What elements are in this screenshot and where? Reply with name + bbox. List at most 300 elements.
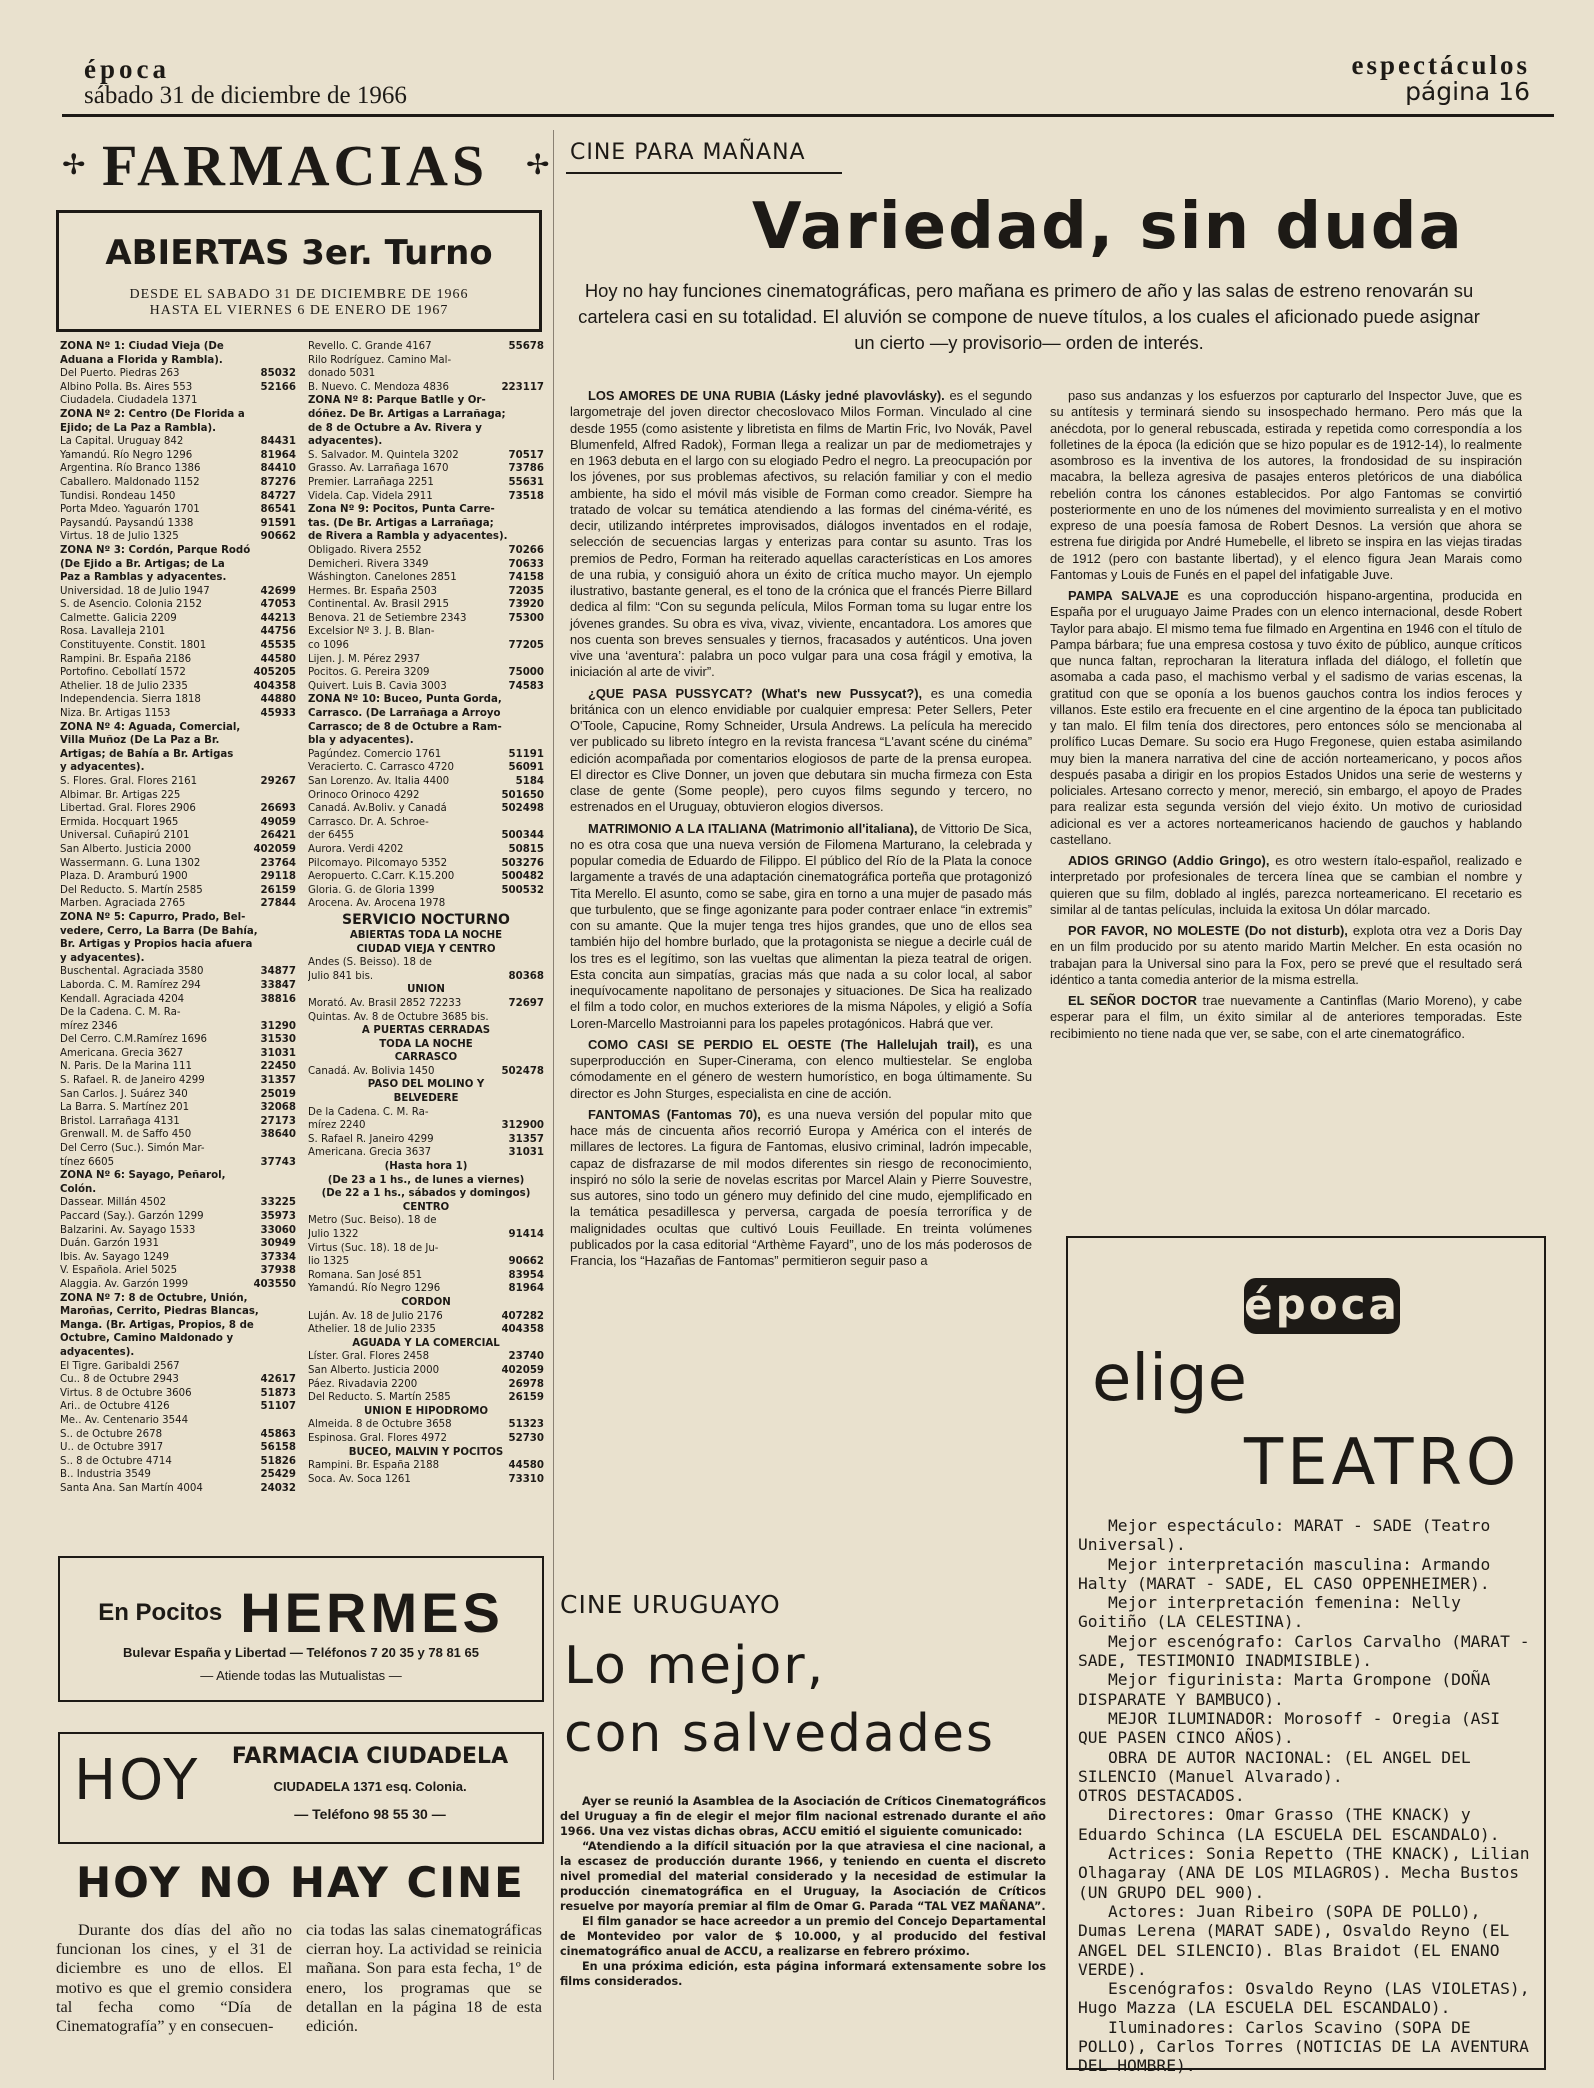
pharmacy-entry — [60, 1455, 296, 1469]
pharmacy-phone: 49059 — [260, 816, 296, 828]
pharmacy-name: Plaza. D. Aramburú 1900 — [60, 871, 188, 883]
pharmacy-entry — [308, 970, 544, 984]
zone-heading: Octubre, Camino Maldonado y — [60, 1333, 234, 1345]
pharmacy-phone: 38640 — [260, 1129, 296, 1141]
pharmacy-name: Tundisi. Rondeau 1450 — [60, 490, 176, 502]
pharmacy-entry — [60, 598, 296, 612]
pharmacy-name: V. Española. Ariel 5025 — [60, 1265, 178, 1277]
pharmacy-entry — [60, 1278, 296, 1292]
pharmacy-entry — [308, 449, 544, 463]
pharmacy-entry — [60, 1006, 296, 1020]
pharmacy-name: Pocitos. G. Pereira 3209 — [308, 667, 430, 679]
pharmacy-phone: 26978 — [508, 1378, 544, 1390]
award-entry: Mejor escenógrafo: Carlos Carvalho (MARAT - SADE, TESTIMONIO INADMISIBLE). — [1078, 1631, 1530, 1671]
pharmacy-entry — [60, 816, 296, 830]
pharmacy-phone: 31357 — [508, 1133, 544, 1145]
otros-entry: Iluminadores: Carlos Scavino (SOPA DE POLLO), Carlos Torres (NOTICIAS DE LA AVENTURA DEL HOMBRE). — [1078, 2017, 1529, 2076]
award-entry: Mejor interpretación femenina: Nelly Goitiño (LA CELESTINA). — [1078, 1593, 1461, 1632]
pharmacy-entry — [60, 1482, 296, 1496]
teatro-heading: TEATRO — [1244, 1426, 1521, 1500]
pharmacy-entry — [308, 761, 544, 775]
pharmacy-entry — [308, 653, 544, 667]
pharmacy-entry — [308, 775, 544, 789]
film-review: explota otra vez a Doris Day en un film producido por su atento marido Martin Melcher. En esta ocasión no trabajan para la Universal sino para la Fox, pero se prevé que el resultado será idéntico a tanta comedia anterior de la misma estrella. — [1050, 923, 1522, 987]
pharmacy-name: Espinosa. Gral. Flores 4972 — [308, 1432, 448, 1444]
pharmacy-name: Canadá. Av. Bolivia 1450 — [308, 1065, 435, 1077]
pharmacy-entry — [308, 997, 544, 1011]
pharmacy-phone: 402059 — [253, 843, 296, 855]
pharmacy-entry — [60, 680, 296, 694]
pharmacy-name: B.. Industria 3549 — [60, 1469, 151, 1481]
pharmacy-entry — [308, 476, 544, 490]
pharmacy-phone: 91414 — [508, 1229, 544, 1240]
pharmacy-phone: 500344 — [501, 830, 544, 842]
pharmacy-name: S. Rafael. R. de Janeiro 4299 — [60, 1075, 205, 1087]
pharmacy-name: Morató. Av. Brasil 2852 72233 — [308, 997, 462, 1009]
pharmacy-name: Aeropuerto. C.Carr. K.15.200 — [308, 871, 455, 883]
pharmacy-phone: 70266 — [508, 544, 544, 556]
pharmacy-phone: 502478 — [501, 1065, 544, 1077]
article-paragraph — [1050, 853, 1522, 918]
pharmacy-phone: 45933 — [260, 708, 296, 720]
film-review: es una comedia británica con un elenco envidiable por cualquier empresa: Peter Sellers, Peter O'Toole, Capucine, Romy Schneider, Ursula Andrews. La película ha merecido ver publicado su libreto íntegro en la revista francesa “L'avant scéne du cinéma” edición acompañada por comentarios elogiosos de parte de la prensa europea. El director es Clive Donner, un joven que debutara sin mucha firmeza con Esta clase de gente (Some people), pero cuyos films segundo y tercero, no estrenados en el Uruguay, obtuvieron elogios diversos. — [570, 685, 1032, 815]
pharmacy-phone: 75000 — [508, 667, 544, 679]
zone-heading: ZONA Nº 5: Capurro, Prado, Bel- — [60, 911, 246, 923]
pharmacy-name: Excelsior Nº 3. J. B. Blan- — [308, 626, 435, 638]
pharmacy-phone: 72035 — [508, 585, 544, 597]
pharmacy-entry — [60, 1237, 296, 1251]
star-left: ✢ — [62, 148, 86, 181]
masthead-rule — [62, 114, 1554, 117]
pharmacy-phone: 70633 — [508, 558, 544, 570]
pharmacy-name: Rosa. Lavalleja 2101 — [60, 626, 166, 638]
pharmacy-entry — [308, 816, 544, 830]
masthead-left — [84, 56, 504, 110]
hoy-no-hay-cine-col1: Durante dos días del año no funcionan los cines, y el 31 de diciembre es uno de ellos. El motivo es que el gremio considera tal fecha como “Día de Cinematografía” y en consecuen- — [56, 1920, 292, 2036]
zone-heading: ZONA Nº 1: Ciudad Vieja (De — [60, 341, 224, 352]
pharmacy-entry — [308, 1418, 544, 1432]
pharmacy-phone: 47053 — [260, 599, 296, 611]
zone-heading: de 8 de Octubre a Av. Rivera y — [308, 422, 482, 434]
pharmacy-name: Videla. Cap. Videla 2911 — [308, 490, 433, 502]
pharmacy-phone: 73518 — [508, 490, 544, 502]
pharmacy-phone: 407282 — [501, 1310, 544, 1322]
lo-mejor-paragraph: Ayer se reunió la Asamblea de la Asociación de Críticos Cinematográficos del Uruguay a fin de elegir el mejor film nacional estrenado durante el año 1966. Una vez vistas dichas obras, ACCU emitió el siguiente comunicado: — [560, 1795, 1046, 1838]
pharmacy-name: Wassermann. G. Luna 1302 — [60, 857, 201, 869]
pharmacy-entry — [60, 1033, 296, 1047]
film-review: es una nueva versión del popular mito que hace más de cincuenta años recorrió Europa y América con el interés de millares de lectores. La figura de Fantomas, elusivo criminal, ladrón impecable, capaz de disfrazarse de mil modos diferentes sin riesgo de reconocimiento, inspiró no sólo la serie de novelas escritas por Marcel Alain y Pierre Souvestre, sus autores, sino todo un género muy definido del cine mudo, ejemplificado en la temática pesadillesca y perversa, cargada de poesía terrorífica y de malignidades ocultas que cultivó Louis Feuillade. En treinta volúmenes publicados por la casa editorial “Arthème Fayard”, uno de los más poderosos de Francia, los “Hazañas de Fantomas” permitieron seguir paso a — [570, 1106, 1032, 1268]
lo-mejor-paragraph: El film ganador se hace acreedor a un premio del Concejo Departamental de Montevideo por valor de $ 10.000, y al producido del festival cinematográfico anual de ACCU, a realizarse en febrero próximo. — [560, 1915, 1046, 1958]
pharmacy-phone: 45535 — [260, 640, 296, 652]
pharmacy-name: S. de Asencio. Colonia 2152 — [60, 599, 202, 611]
pharmacy-name: donado 5031 — [308, 368, 376, 380]
pharmacy-name: Alaggia. Av. Garzón 1999 — [60, 1278, 189, 1290]
pharmacy-name: Luján. Av. 18 de Julio 2176 — [308, 1310, 443, 1322]
film-title: ¿QUE PASA PUSSYCAT? (What's new Pussycat?), — [588, 685, 923, 701]
pharmacy-entry — [308, 381, 544, 395]
pharmacy-phone: 73310 — [508, 1473, 544, 1485]
pharmacy-phone: 84410 — [260, 463, 296, 475]
pharmacy-entry — [308, 1214, 544, 1228]
film-review: es otro western ítalo-español, realizado e interpretado por profesionales de tercera línea que se cambian el nombre y quieren que su film, doblado al inglés, parezca norteamericano. El recetario es similar al de tantas películas, incluida la exitosa Un dólar marcado. — [1050, 853, 1522, 917]
pharmacy-name: Albino Polla. Bs. Aires 553 — [60, 381, 193, 393]
pharmacy-phone: 25429 — [260, 1469, 296, 1481]
pharmacy-name: U.. de Octubre 3917 — [60, 1442, 164, 1454]
pharmacy-phone: 23740 — [508, 1351, 544, 1363]
zone-heading: y adyacentes). — [60, 762, 145, 774]
teatro-awards — [1078, 1516, 1536, 2076]
pharmacy-phone: 37743 — [260, 1156, 296, 1168]
pharmacy-phone: 51107 — [260, 1401, 296, 1413]
pharmacy-name: Ibis. Av. Sayago 1249 — [60, 1251, 170, 1263]
pharmacy-entry — [308, 789, 544, 803]
pharmacy-name: Líster. Gral. Flores 2458 — [308, 1351, 430, 1363]
pharmacy-phone: 25019 — [260, 1088, 296, 1100]
pharmacy-entry — [308, 870, 544, 884]
pharmacy-phone: 44880 — [260, 694, 296, 706]
pharmacy-name: Caballero. Maldonado 1152 — [60, 476, 200, 488]
film-review: trae nuevamente a Cantinflas (Mario Moreno), y cabe esperar para el film, un éxito similar al de anteriores temporadas. Este recibimiento no tiene nada que ver, se sabe, con el arte cinematográfico. — [1050, 993, 1522, 1041]
zone-heading: ZONA Nº 4: Aguada, Comercial, — [60, 721, 241, 733]
pharmacy-phone: 73920 — [508, 599, 544, 611]
pharmacy-phone: 26159 — [508, 1392, 544, 1404]
pharmacy-name: Dassear. Millán 4502 — [60, 1197, 167, 1209]
abiertas-from: DESDE EL SABADO 31 DE DICIEMBRE DE 1966 — [129, 287, 469, 302]
pharmacy-name: Bristol. Larrañaga 4131 — [60, 1115, 180, 1127]
pharmacy-phone: 81964 — [260, 449, 296, 461]
pharmacy-name: San Alberto. Justicia 2000 — [308, 1364, 440, 1376]
pharmacy-phone: 23764 — [260, 857, 296, 869]
pharmacy-name: Ari.. de Octubre 4126 — [60, 1401, 170, 1413]
epoca-logo: época — [1244, 1278, 1400, 1334]
pharmacy-name: Quintas. Av. 8 de Octubre 3685 bis. — [308, 1011, 489, 1023]
variedad-lead: Hoy no hay funciones cinematográficas, pero mañana es primero de año y las salas de estreno renovarán su cartelera casi en su totalidad. El aluvión se compone de nueve títulos, a los cuales el aficionado puede asignar un cierto —y provisorio— orden de interés. — [578, 280, 1480, 353]
pharmacy-entry — [308, 1310, 544, 1324]
pharmacy-entry — [60, 802, 296, 816]
epoca-teatro-box — [1066, 1236, 1546, 2076]
pharmacy-entry — [60, 1156, 296, 1170]
film-review: de Vittorio De Sica, no es otra cosa que una nueva versión de Filomena Marturano, la celebrada y popular comedia de Eduardo de Filippo. El público del Río de la Plata la conoce largamente a través de una adaptación cinematográfica porteña que protagonizó Tita Merello. El asunto, como se sabe, gira en torno a una mujer de pasado más que turbulento, que se finge agonizante para poder contraer enlace “in extremis” con su amante. Que la mujer tenga tres hijos grandes, que uno de ellos sea también hijo del hombre burlado, que la protagonista se niegue a decirle cuál de los tres es el legítimo, son las vueltas que alimentan la pieza teatral de origen. Esta concita aun simpatías, gracias más que nada a su color local, al sabor inequívocamente napolitano de personajes y situaciones. De Sica ha realizado el film a todo color, en muchos exteriores de la misma Nápoles, y eligió a Sofía Loren-Marcello Mastroianni para los papeles protagónicos. Habrá que ver. — [570, 820, 1032, 1031]
pharmacy-phone: 33847 — [260, 979, 296, 991]
pharmacy-entry — [60, 1020, 296, 1034]
film-title: POR FAVOR, NO MOLESTE (Do not disturb), — [1068, 923, 1348, 938]
pharmacy-name: San Alberto. Justicia 2000 — [60, 843, 192, 855]
pharmacy-entry — [308, 625, 544, 639]
pharmacy-phone: 31530 — [260, 1034, 296, 1046]
hermes-attends: — Atiende todas las Mutualistas — — [200, 1668, 402, 1683]
subsection-heading: (De 23 a 1 hs., de lunes a viernes) — [327, 1174, 525, 1186]
farmacias-list-col2 — [308, 340, 544, 1486]
pharmacy-name: Athelier. 18 de Julio 2335 — [60, 680, 188, 692]
pharmacy-name: Libertad. Gral. Flores 2906 — [60, 803, 196, 815]
pharmacy-phone: 50815 — [508, 843, 544, 855]
pharmacy-name: Athelier. 18 de Julio 2335 — [308, 1324, 436, 1336]
zone-heading: adyacentes). — [60, 1346, 135, 1358]
pharmacy-name: Paccard (Say.). Garzón 1299 — [60, 1211, 204, 1222]
pharmacy-entry — [60, 1400, 296, 1414]
pharmacy-entry — [60, 490, 296, 504]
pharmacy-entry — [308, 1432, 544, 1446]
pharmacy-entry — [308, 1323, 544, 1337]
hoy-no-hay-cine-col2: cia todas las salas cinematográficas cierran hoy. La actividad se reinicia mañana. Son para esta fecha, 1º de enero, los programas que se detallan en la página 18 de esta edición. — [306, 1920, 542, 2036]
pharmacy-phone: 26693 — [260, 803, 296, 815]
subsection-heading: A PUERTAS CERRADAS — [361, 1025, 491, 1037]
zone-heading: dóñez. De Br. Artigas a Larrañaga; — [308, 408, 506, 420]
pharmacy-name: mírez 2240 — [308, 1120, 366, 1132]
pharmacy-name: Virtus. 8 de Octubre 3606 — [60, 1387, 192, 1399]
zone-heading: ZONA Nº 2: Centro (De Florida a — [60, 408, 245, 420]
pharmacy-entry — [308, 1146, 544, 1160]
pharmacy-entry — [308, 1255, 544, 1269]
pharmacy-entry — [308, 956, 544, 970]
zone-heading: Aduana a Florida y Rambla). — [60, 354, 223, 366]
article-paragraph — [1050, 388, 1522, 583]
pharmacy-entry — [60, 1142, 296, 1156]
pharmacy-name: mírez 2346 — [60, 1020, 118, 1032]
pharmacy-entry — [60, 829, 296, 843]
pharmacy-name: Canadá. Av.Boliv. y Canadá — [308, 803, 447, 815]
pharmacy-name: San Lorenzo. Av. Italia 4400 — [308, 776, 450, 787]
pharmacy-phone: 31357 — [260, 1075, 296, 1087]
pharmacy-name: Santa Ana. San Martín 4004 — [60, 1482, 203, 1494]
pharmacy-name: Kendall. Agraciada 4204 — [60, 993, 185, 1005]
award-entry: Mejor interpretación masculina: Armando Halty (MARAT - SADE, EL CASO OPPENHEIMER). — [1078, 1554, 1491, 1593]
pharmacy-name: Arocena. Av. Arocena 1978 — [308, 898, 446, 910]
pharmacy-name: La Capital. Uruguay 842 — [60, 436, 184, 448]
pharmacy-name: Quivert. Luis B. Cavia 3003 — [308, 680, 447, 692]
pharmacy-phone: 55678 — [508, 341, 544, 352]
pharmacy-entry — [308, 490, 544, 504]
lo-mejor-paragraph: “Atendiendo a la difícil situación por la que atraviesa el cine nacional, a la escasez de producción durante 1966, y teniendo en cuenta el discreto nivel promedial del material considerado y la necesidad de estimular la producción cinematográfica en el Uruguay, la Asociación de Críticos resuelve por mayoría premiar al film de Omar G. Parada “TAL VEZ MAÑANA”. — [560, 1840, 1046, 1913]
pharmacy-name: Pilcomayo. Pilcomayo 5352 — [308, 857, 448, 869]
pharmacy-entry — [308, 1242, 544, 1256]
star-right: ✢ — [526, 148, 550, 181]
award-entry: Mejor espectáculo: MARAT - SADE (Teatro Universal). — [1078, 1516, 1491, 1555]
pharmacy-entry — [308, 802, 544, 816]
pharmacy-entry — [60, 1264, 296, 1278]
pharmacy-phone: 87276 — [260, 476, 296, 488]
abiertas-box — [56, 210, 542, 332]
subsection-heading: AGUADA Y LA COMERCIAL — [352, 1337, 500, 1349]
subsection-heading: TODA LA NOCHE — [379, 1038, 473, 1050]
zone-heading: vedere, Cerro, La Barra (De Bahía, — [60, 925, 258, 937]
pharmacy-phone: 500532 — [501, 884, 544, 896]
pharmacy-phone: 45863 — [260, 1428, 296, 1440]
pharmacy-phone: 74158 — [508, 572, 544, 584]
pharmacy-phone: 80368 — [508, 970, 544, 982]
pharmacy-phone: 223117 — [501, 381, 544, 393]
pharmacy-entry — [60, 870, 296, 884]
zone-heading: Villa Muñoz (De La Paz a Br. — [60, 735, 220, 747]
pharmacy-entry — [308, 544, 544, 558]
pharmacy-entry — [308, 354, 544, 368]
hoy-no-hay-cine-title: HOY NO HAY CINE — [76, 1858, 525, 1907]
zone-heading: Carrasco. (De Larrañaga a Arroyo — [308, 708, 501, 720]
pharmacy-phone: 85032 — [260, 368, 296, 380]
film-title: MATRIMONIO A LA ITALIANA (Matrimonio all'italiana), — [588, 820, 918, 836]
pharmacy-entry — [60, 462, 296, 476]
pharmacy-name: N. Paris. De la Marina 111 — [60, 1061, 192, 1073]
pharmacy-entry — [60, 585, 296, 599]
pharmacy-entry — [308, 1011, 544, 1025]
pharmacy-phone: 51323 — [508, 1419, 544, 1431]
pharmacy-name: Marben. Agraciada 2765 — [60, 898, 186, 910]
subsection-heading: ABIERTAS TODA LA NOCHE — [349, 929, 503, 941]
pharmacy-name: S.. 8 de Octubre 4714 — [60, 1455, 172, 1467]
zone-heading: Zona Nº 9: Pocitos, Punta Carre- — [308, 504, 495, 516]
pharmacy-entry — [60, 1387, 296, 1401]
pharmacy-name: Veracierto. C. Carrasco 4720 — [308, 762, 454, 774]
pharmacy-name: Páez. Rivadavia 2200 — [308, 1378, 418, 1390]
pharmacy-phone: 51873 — [260, 1387, 296, 1399]
pharmacy-name: der 6455 — [308, 830, 355, 842]
pharmacy-name: Buschental. Agraciada 3580 — [60, 966, 204, 978]
pharmacy-phone: 83954 — [508, 1269, 544, 1281]
pharmacy-name: Yamandú. Río Negro 1296 — [308, 1283, 441, 1295]
pharmacy-name: Soca. Av. Soca 1261 — [308, 1473, 411, 1485]
pharmacy-name: B. Nuevo. C. Mendoza 4836 — [308, 381, 449, 393]
pharmacy-name: Orinoco Orinoco 4292 — [308, 789, 420, 801]
film-title: ADIOS GRINGO (Addio Gringo), — [1068, 853, 1270, 868]
pharmacy-entry — [308, 680, 544, 694]
pharmacy-entry — [60, 381, 296, 395]
pharmacy-name: Rampini. Br. España 2186 — [60, 653, 192, 665]
zone-heading: Paz a Ramblas y adyacentes. — [60, 572, 227, 584]
pharmacy-name: Revello. C. Grande 4167 — [308, 341, 432, 352]
pharmacy-phone: 77205 — [508, 640, 544, 652]
pharmacy-entry — [308, 571, 544, 585]
zone-heading: Artigas; de Bahía a Br. Artigas — [60, 748, 234, 760]
pharmacy-name: Ciudadela. Ciudadela 1371 — [60, 395, 198, 407]
article-paragraph — [570, 388, 1032, 681]
otros-entry: Directores: Omar Grasso (THE KNACK) y Eduardo Schinca (LA ESCUELA DEL ESCANDALO). — [1078, 1805, 1500, 1844]
pharmacy-entry — [60, 775, 296, 789]
film-title: PAMPA SALVAJE — [1068, 588, 1179, 603]
pharmacy-phone: 500482 — [501, 871, 544, 883]
pharmacy-entry — [60, 993, 296, 1007]
film-review: es una coproducción hispano-argentina, producida en España por el uruguayo Jaime Prades con un elenco internacional, desde Robert Taylor para abajo. El mismo tema fue filmado en Argentina en 1946 con el título de Pampa bárbara; fue una empresa costosa y tuvo éxito de público, aunque críticos que nunca faltan, reprocharan la literatura inflada del diálogo, el folletín que asomaba a cada paso, el machismo verbal y el sadismo de varias escenas, la gratitud con que se oponía a los buenos gauchos contra los indios feroces y villanos. Este estilo era frecuente en el cine argentino de la época tan publicitado y tan malo. El film tenía dos directores, pero entonces sólo se mencionaba al prolífico Lucas Demare. Su socio era Hugo Fregonese, quien estaba asimilando muy bien la manera narrativa del cine de acción norteamericano, y pocos años después pasaba a dirigir en los propios Estados Unidos una serie de westerns y policiales. Artesano correcto y menor, mereció, sin embargo, el apoyo de Prades para realizar esta segunda versión del viejo éxito. Un motivo de curiosidad adicional es ver a actores norteamericanos haciendo de gauchos y hablando castellano. — [1050, 588, 1522, 847]
pharmacy-entry — [60, 367, 296, 381]
article-paragraph — [1050, 923, 1522, 988]
zone-heading: bla y adyacentes). — [308, 735, 414, 747]
article-paragraph — [570, 1037, 1032, 1102]
pharmacy-name: Yamandú. Río Negro 1296 — [60, 449, 193, 461]
pharmacy-name: Rilo Rodríguez. Camino Mal- — [308, 354, 452, 366]
variedad-article-col1 — [570, 388, 1032, 1269]
pharmacy-entry — [60, 1101, 296, 1115]
pharmacy-name: lio 1325 — [308, 1256, 350, 1268]
section-heading: SERVICIO NOCTURNO — [342, 911, 510, 928]
pharmacy-name: Independencia. Sierra 1818 — [60, 694, 201, 706]
pharmacy-phone: 29118 — [260, 871, 296, 883]
pharmacy-entry — [308, 367, 544, 381]
pharmacy-phone: 56158 — [260, 1442, 296, 1454]
pharmacy-entry — [60, 1196, 296, 1210]
pharmacy-entry — [60, 1468, 296, 1482]
pharmacy-entry — [308, 1378, 544, 1392]
pharmacy-phone: 81964 — [508, 1283, 544, 1295]
pharmacy-phone: 22450 — [260, 1061, 296, 1073]
pharmacy-phone: 24032 — [260, 1482, 296, 1494]
pharmacy-name: S. Flores. Gral. Flores 2161 — [60, 776, 198, 787]
pharmacy-phone: 405205 — [253, 667, 296, 679]
subsection-heading: BUCEO, MALVIN Y POCITOS — [348, 1446, 504, 1458]
variedad-article-col2 — [1050, 388, 1522, 1042]
pharmacy-entry — [60, 530, 296, 544]
pharmacy-name: Albimar. Br. Artigas 225 — [60, 789, 181, 801]
elige-heading: elige — [1092, 1342, 1247, 1416]
pharmacy-phone: 33225 — [260, 1197, 296, 1209]
pharmacy-entry — [60, 1210, 296, 1224]
pharmacy-phone: 33060 — [260, 1224, 296, 1236]
section-name: espectáculos — [1351, 50, 1530, 80]
pharmacy-phone: 29267 — [260, 776, 296, 787]
zone-heading: ZONA Nº 3: Cordón, Parque Rodó — [60, 544, 251, 556]
subsection-heading: PASO DEL MOLINO Y — [367, 1079, 485, 1091]
pharmacy-entry — [308, 462, 544, 476]
cine-para-manana-kicker: CINE PARA MAÑANA — [570, 140, 806, 165]
subsection-heading: CENTRO — [402, 1201, 450, 1213]
pharmacy-phone: 31031 — [508, 1147, 544, 1159]
pharmacy-name: De la Cadena. C. M. Ra- — [308, 1106, 429, 1118]
pharmacy-phone: 44580 — [508, 1460, 544, 1472]
pharmacy-entry — [308, 1269, 544, 1283]
pharmacy-phone: 52730 — [508, 1432, 544, 1444]
film-title: EL SEÑOR DOCTOR — [1068, 993, 1197, 1008]
pharmacy-name: Benova. 21 de Setiembre 2343 — [308, 612, 467, 624]
pharmacy-name: Julio 1322 — [308, 1229, 359, 1240]
hermes-name: HERMES — [240, 1581, 504, 1644]
zone-heading: Colón. — [60, 1183, 97, 1195]
pharmacy-name: Cu.. 8 de Octubre 2943 — [60, 1374, 179, 1386]
pharmacy-name: S.. de Octubre 2678 — [60, 1428, 163, 1440]
pharmacy-name: Premier. Larrañaga 2251 — [308, 476, 434, 488]
ciudadela-hoy: HOY — [74, 1748, 201, 1813]
zone-heading: tas. (De Br. Artigas a Larrañaga; — [308, 517, 494, 529]
pharmacy-entry — [308, 897, 544, 911]
pharmacy-name: San Carlos. J. Suárez 340 — [60, 1088, 188, 1100]
abiertas-title: ABIERTAS 3er. Turno — [105, 233, 493, 273]
masthead-right — [1180, 52, 1530, 106]
pharmacy-phone: 51191 — [508, 748, 544, 760]
pharmacy-name: Duán. Garzón 1931 — [60, 1238, 160, 1250]
pharmacy-phone: 90662 — [508, 1256, 544, 1268]
pharmacy-phone: 501650 — [501, 789, 544, 801]
pharmacy-name: Portofino. Cebollatí 1572 — [60, 667, 186, 679]
zone-heading: Ejido; de La Paz a Rambla). — [60, 422, 217, 434]
pharmacy-entry — [308, 340, 544, 354]
pharmacy-entry — [308, 639, 544, 653]
pharmacy-entry — [308, 585, 544, 599]
pharmacy-name: El Tigre. Garibaldi 2567 — [60, 1360, 180, 1372]
pharmacy-entry — [60, 1224, 296, 1238]
variedad-headline: Variedad, sin duda — [752, 190, 1464, 264]
pharmacy-phone: 91591 — [260, 517, 296, 529]
pharmacy-phone: 37938 — [260, 1265, 296, 1277]
pharmacy-name: Obligado. Rivera 2552 — [308, 544, 422, 556]
pharmacy-phone: 404358 — [253, 680, 296, 692]
award-entry: Mejor figurinista: Marta Grompone (DOÑA DISPARATE Y BAMBUCO). — [1078, 1670, 1491, 1709]
zone-heading: (De Ejido a Br. Artigas; de La — [60, 558, 225, 570]
pharmacy-entry — [60, 1414, 296, 1428]
pharmacy-entry — [60, 1074, 296, 1088]
pharmacy-name: co 1096 — [308, 640, 349, 652]
zone-heading: ZONA Nº 7: 8 de Octubre, Unión, — [60, 1292, 248, 1304]
pharmacy-phone: 502498 — [501, 803, 544, 815]
zone-heading: Maroñas, Cerrito, Piedras Blancas, — [60, 1306, 259, 1318]
pharmacy-entry — [308, 1133, 544, 1147]
pharmacy-entry — [60, 1373, 296, 1387]
